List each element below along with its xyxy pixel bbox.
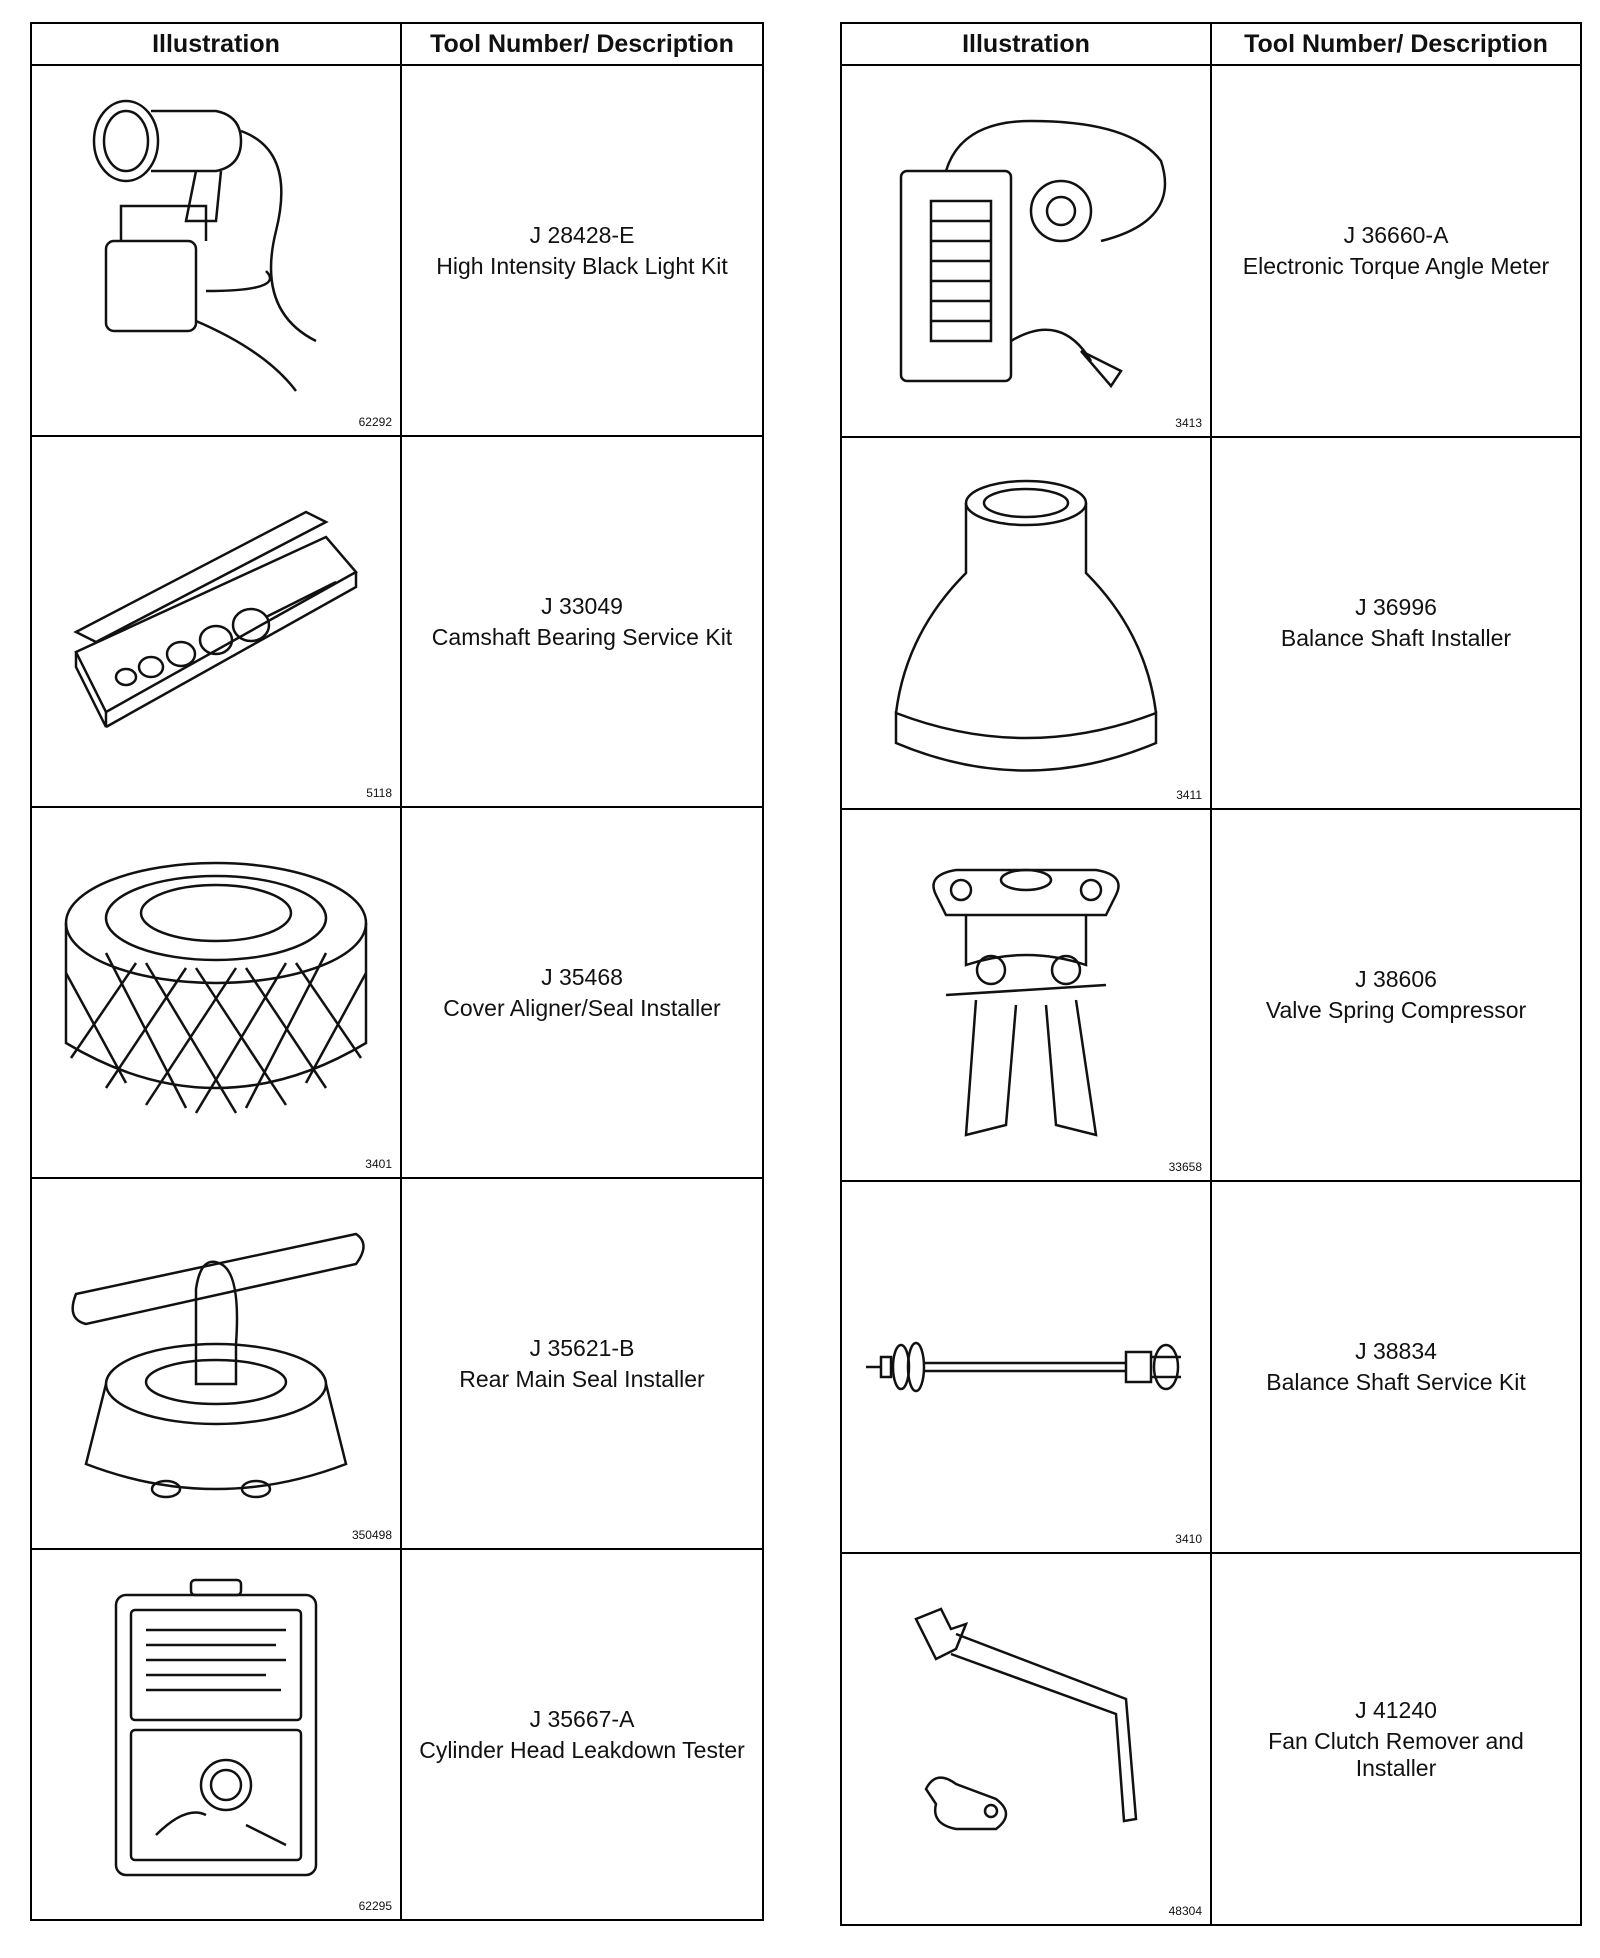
tool-description-cell [1211,65,1581,437]
black-light-kit-icon [66,91,366,411]
tool-description-cell [1211,437,1581,809]
table-row [841,65,1581,437]
illustration-cell [841,1181,1211,1553]
illustration-cell [31,65,401,436]
tool-number: J 35621-B [529,1334,635,1361]
illustration-cell [841,437,1211,809]
tool-description: Electronic Torque Angle Meter [1242,253,1550,279]
figure-number: 3401 [365,1157,392,1171]
table-row [31,1549,763,1920]
figure-number: 48304 [1168,1904,1202,1918]
illustration-cell [841,65,1211,437]
illustration-cell [31,436,401,807]
tool-number: J 28428-E [529,221,635,248]
table-row [841,1553,1581,1925]
tool-description: Fan Clutch Remover and Installer [1268,1727,1524,1781]
tool-description-cell [401,436,763,807]
table-row [31,807,763,1178]
table-row [841,809,1581,1181]
tool-number: J 38606 [1355,966,1437,992]
tool-number: J 36660-A [1343,222,1449,248]
illustration-cell [841,1553,1211,1925]
tool-description-cell [401,65,763,436]
torque-angle-meter-icon [861,101,1191,401]
table-row [841,437,1581,809]
t-handle-seal-installer-icon [56,1214,376,1514]
tool-description-cell [1211,809,1581,1181]
figure-number: 62295 [358,1899,392,1913]
leakdown-tester-case-icon [96,1575,336,1895]
tool-description: High Intensity Black Light Kit [436,252,728,279]
tool-table-right [840,22,1582,1926]
table-row [31,436,763,807]
tool-description: Cover Aligner/Seal Installer [443,994,721,1021]
tool-description-cell [401,1549,763,1920]
knurled-seal-installer-icon [46,843,386,1143]
table-row [31,65,763,436]
tool-description-cell [1211,1553,1581,1925]
figure-number: 33658 [1168,1160,1202,1174]
header-tool-description: Tool Number/ Description [401,23,763,65]
table-row [841,1181,1581,1553]
tool-description: Rear Main Seal Installer [459,1365,705,1392]
tool-number: J 35667-A [529,1705,635,1732]
tool-description: Cylinder Head Leakdown Tester [419,1736,745,1763]
header-illustration: Illustration [31,23,401,65]
tool-number: J 41240 [1355,1696,1437,1723]
tool-number: J 35468 [541,963,623,990]
tool-number: J 36996 [1355,594,1437,620]
illustration-cell [31,1178,401,1549]
tool-description: Balance Shaft Installer [1280,625,1512,651]
tool-number: J 33049 [541,592,623,619]
conical-installer-icon [866,463,1186,783]
tool-description: Valve Spring Compressor [1265,997,1527,1023]
figure-number: 3411 [1176,788,1202,802]
figure-number: 62292 [358,415,392,429]
tool-number: J 38834 [1355,1338,1437,1364]
fan-clutch-wrench-icon [876,1589,1176,1889]
figure-number: 350498 [351,1528,392,1542]
bearing-kit-case-icon [56,492,376,752]
tool-table-left [30,22,764,1921]
table-row [31,1178,763,1549]
figure-number: 5118 [366,786,392,800]
valve-spring-compressor-icon [906,835,1146,1155]
tool-description: Balance Shaft Service Kit [1266,1369,1526,1395]
shaft-rod-icon [856,1297,1196,1437]
illustration-cell [31,807,401,1178]
tool-description: Camshaft Bearing Service Kit [431,623,733,650]
header-illustration: Illustration [841,23,1211,65]
figure-number: 3410 [1175,1532,1202,1546]
tool-description-cell [401,807,763,1178]
illustration-cell [31,1549,401,1920]
illustration-cell [841,809,1211,1181]
tool-description-cell [1211,1181,1581,1553]
tool-description-cell [401,1178,763,1549]
figure-number: 3413 [1175,416,1202,430]
header-tool-description: Tool Number/ Description [1211,23,1581,65]
